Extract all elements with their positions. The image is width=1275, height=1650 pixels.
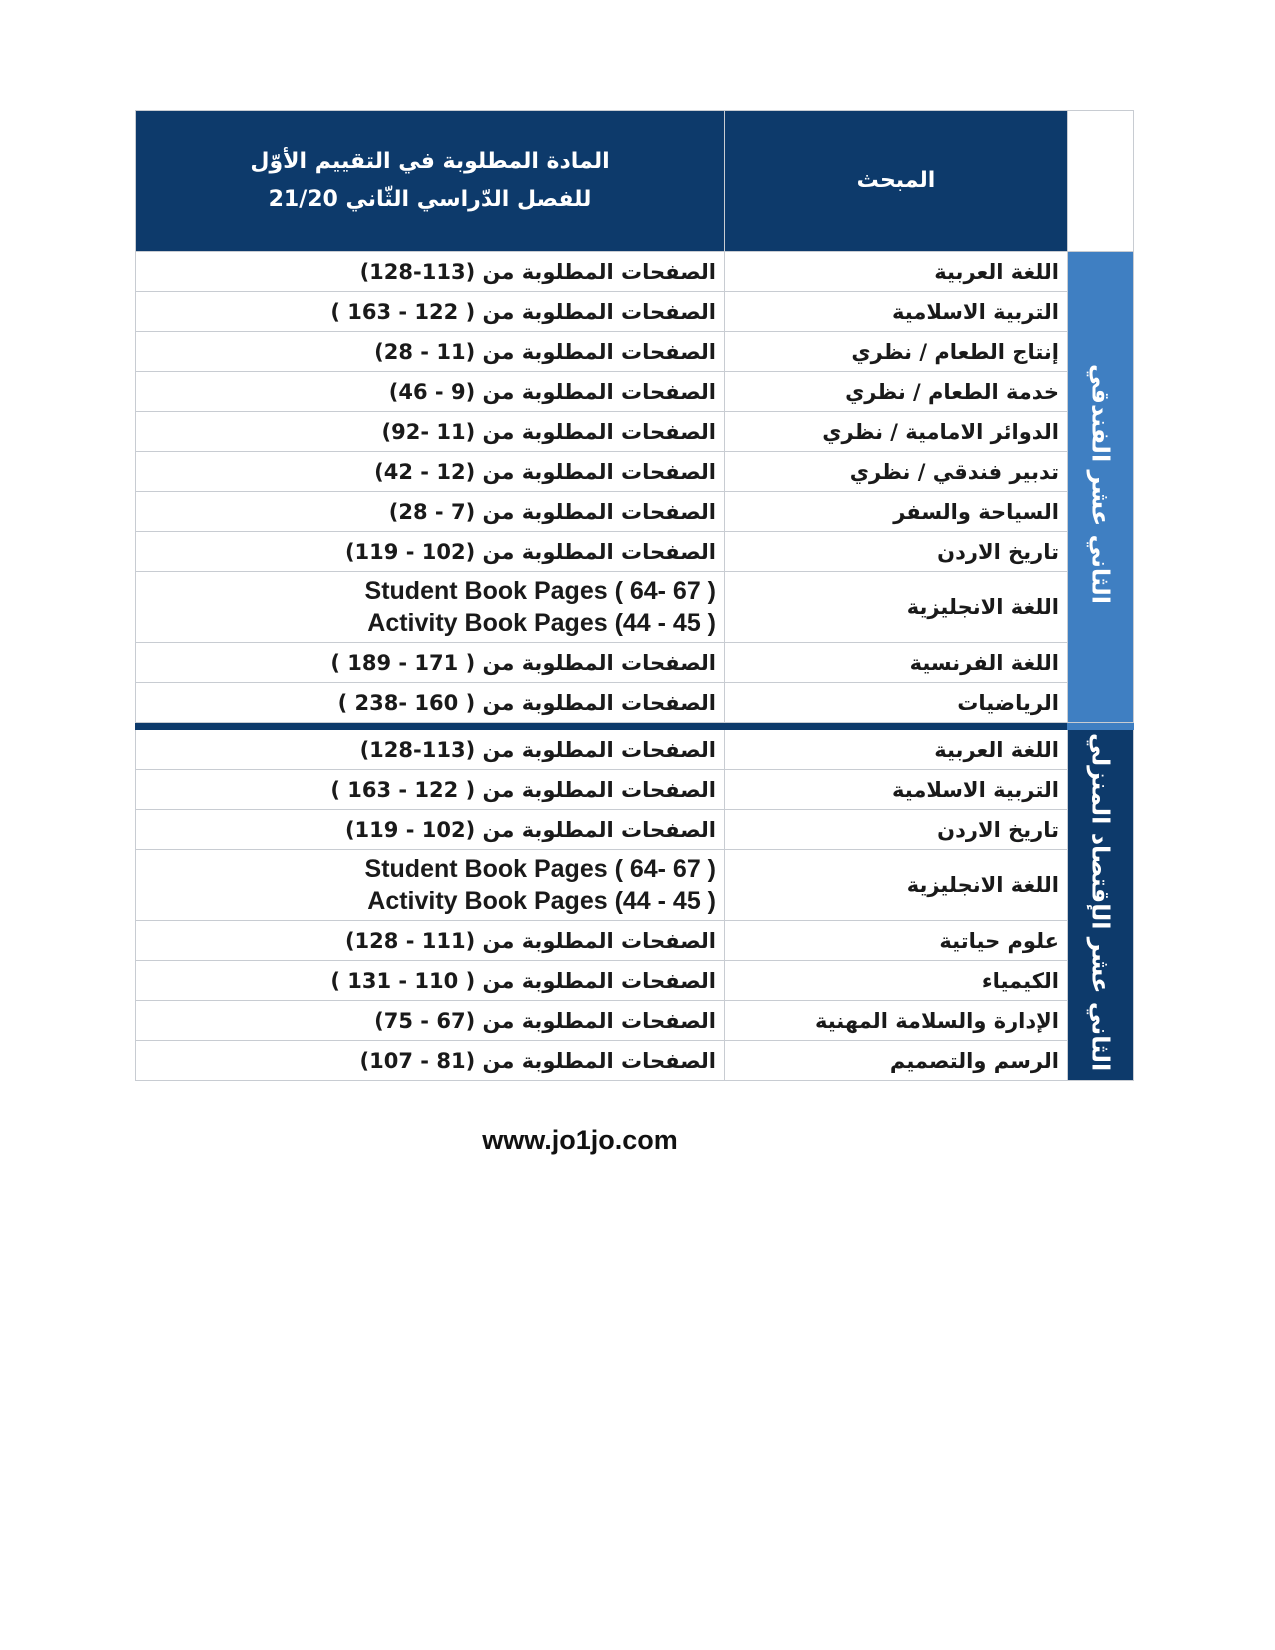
- activity-book-pages: Activity Book Pages (44 - 45 ): [367, 609, 716, 637]
- table-row: [136, 730, 1134, 770]
- table-row: [136, 850, 1134, 921]
- header-corner-cell: [1068, 111, 1134, 252]
- table-row: [136, 1001, 1134, 1041]
- subject-cell: الرياضيات: [725, 683, 1068, 723]
- pages-cell: الصفحات المطلوبة من ( 122 - 163 ): [136, 770, 725, 810]
- subject-cell: خدمة الطعام / نظري: [725, 372, 1068, 412]
- table-row: [136, 372, 1134, 412]
- pages-cell: الصفحات المطلوبة من (11 - 28): [136, 332, 725, 372]
- english-pages-cell: [136, 850, 725, 921]
- subject-cell: اللغة العربية: [725, 730, 1068, 770]
- pages-cell: الصفحات المطلوبة من ( 160 -238 ): [136, 683, 725, 723]
- footer-url[interactable]: www.jo1jo.com: [482, 1125, 678, 1155]
- subject-cell: اللغة الانجليزية: [725, 572, 1068, 643]
- subject-cell: تاريخ الاردن: [725, 532, 1068, 572]
- pages-cell: الصفحات المطلوبة من ( 171 - 189 ): [136, 643, 725, 683]
- subject-cell: اللغة العربية: [725, 252, 1068, 292]
- table-row: [136, 961, 1134, 1001]
- separator-cell: [725, 723, 1068, 730]
- exam-material-table: [135, 110, 1134, 1081]
- separator-cell: [136, 723, 725, 730]
- table-row: [136, 492, 1134, 532]
- header-material-line1: المادة المطلوبة في التقييم الأوّل: [250, 149, 610, 174]
- separator-group-cell: [1068, 723, 1134, 730]
- table-row: [136, 810, 1134, 850]
- subject-cell: اللغة الفرنسية: [725, 643, 1068, 683]
- pages-cell: الصفحات المطلوبة من (111 - 128): [136, 921, 725, 961]
- subject-cell: علوم حياتية: [725, 921, 1068, 961]
- group-label-hotel: الثاني عشر الفندقي: [1068, 252, 1134, 723]
- table-row: [136, 252, 1134, 292]
- pages-cell: الصفحات المطلوبة من (102 - 119): [136, 532, 725, 572]
- subject-cell: اللغة الانجليزية: [725, 850, 1068, 921]
- pages-cell: الصفحات المطلوبة من ( 110 - 131 ): [136, 961, 725, 1001]
- header-material-line2: للفصل الدّراسي الثّاني 21/20: [268, 187, 592, 212]
- pages-cell: الصفحات المطلوبة من (67 - 75): [136, 1001, 725, 1041]
- subject-cell: الإدارة والسلامة المهنية: [725, 1001, 1068, 1041]
- pages-cell: الصفحات المطلوبة من (12 - 42): [136, 452, 725, 492]
- table-row: [136, 452, 1134, 492]
- pages-cell: الصفحات المطلوبة من (9 - 46): [136, 372, 725, 412]
- subject-cell: التربية الاسلامية: [725, 292, 1068, 332]
- group-separator: [136, 723, 1134, 730]
- subject-cell: الكيمياء: [725, 961, 1068, 1001]
- english-pages-cell: [136, 572, 725, 643]
- table-header-row: [136, 111, 1134, 252]
- group-label-home-economics: الثاني عشر الإقتصاد المنزلي: [1068, 730, 1134, 1081]
- table-row: [136, 292, 1134, 332]
- pages-cell: الصفحات المطلوبة من (81 - 107): [136, 1041, 725, 1081]
- subject-cell: السياحة والسفر: [725, 492, 1068, 532]
- header-material: [136, 111, 725, 252]
- subject-cell: تاريخ الاردن: [725, 810, 1068, 850]
- activity-book-pages: Activity Book Pages (44 - 45 ): [367, 887, 716, 915]
- pages-cell: الصفحات المطلوبة من (113-128): [136, 730, 725, 770]
- pages-cell: الصفحات المطلوبة من (7 - 28): [136, 492, 725, 532]
- table-row: [136, 643, 1134, 683]
- subject-cell: تدبير فندقي / نظري: [725, 452, 1068, 492]
- document-sheet: [135, 110, 1133, 1081]
- subject-cell: الدوائر الامامية / نظري: [725, 412, 1068, 452]
- table-row: [136, 332, 1134, 372]
- pages-cell: الصفحات المطلوبة من (113-128): [136, 252, 725, 292]
- pages-cell: الصفحات المطلوبة من (11 -92): [136, 412, 725, 452]
- student-book-pages: Student Book Pages ( 64- 67 ): [364, 577, 716, 605]
- table-row: [136, 532, 1134, 572]
- subject-cell: إنتاج الطعام / نظري: [725, 332, 1068, 372]
- pages-cell: الصفحات المطلوبة من (102 - 119): [136, 810, 725, 850]
- subject-cell: التربية الاسلامية: [725, 770, 1068, 810]
- pages-cell: الصفحات المطلوبة من ( 122 - 163 ): [136, 292, 725, 332]
- table-row: [136, 572, 1134, 643]
- table-row: [136, 683, 1134, 723]
- table-row: [136, 770, 1134, 810]
- header-subject: المبحث: [725, 111, 1068, 252]
- table-row: [136, 412, 1134, 452]
- subject-cell: الرسم والتصميم: [725, 1041, 1068, 1081]
- student-book-pages: Student Book Pages ( 64- 67 ): [364, 855, 716, 883]
- table-row: [136, 1041, 1134, 1081]
- table-row: [136, 921, 1134, 961]
